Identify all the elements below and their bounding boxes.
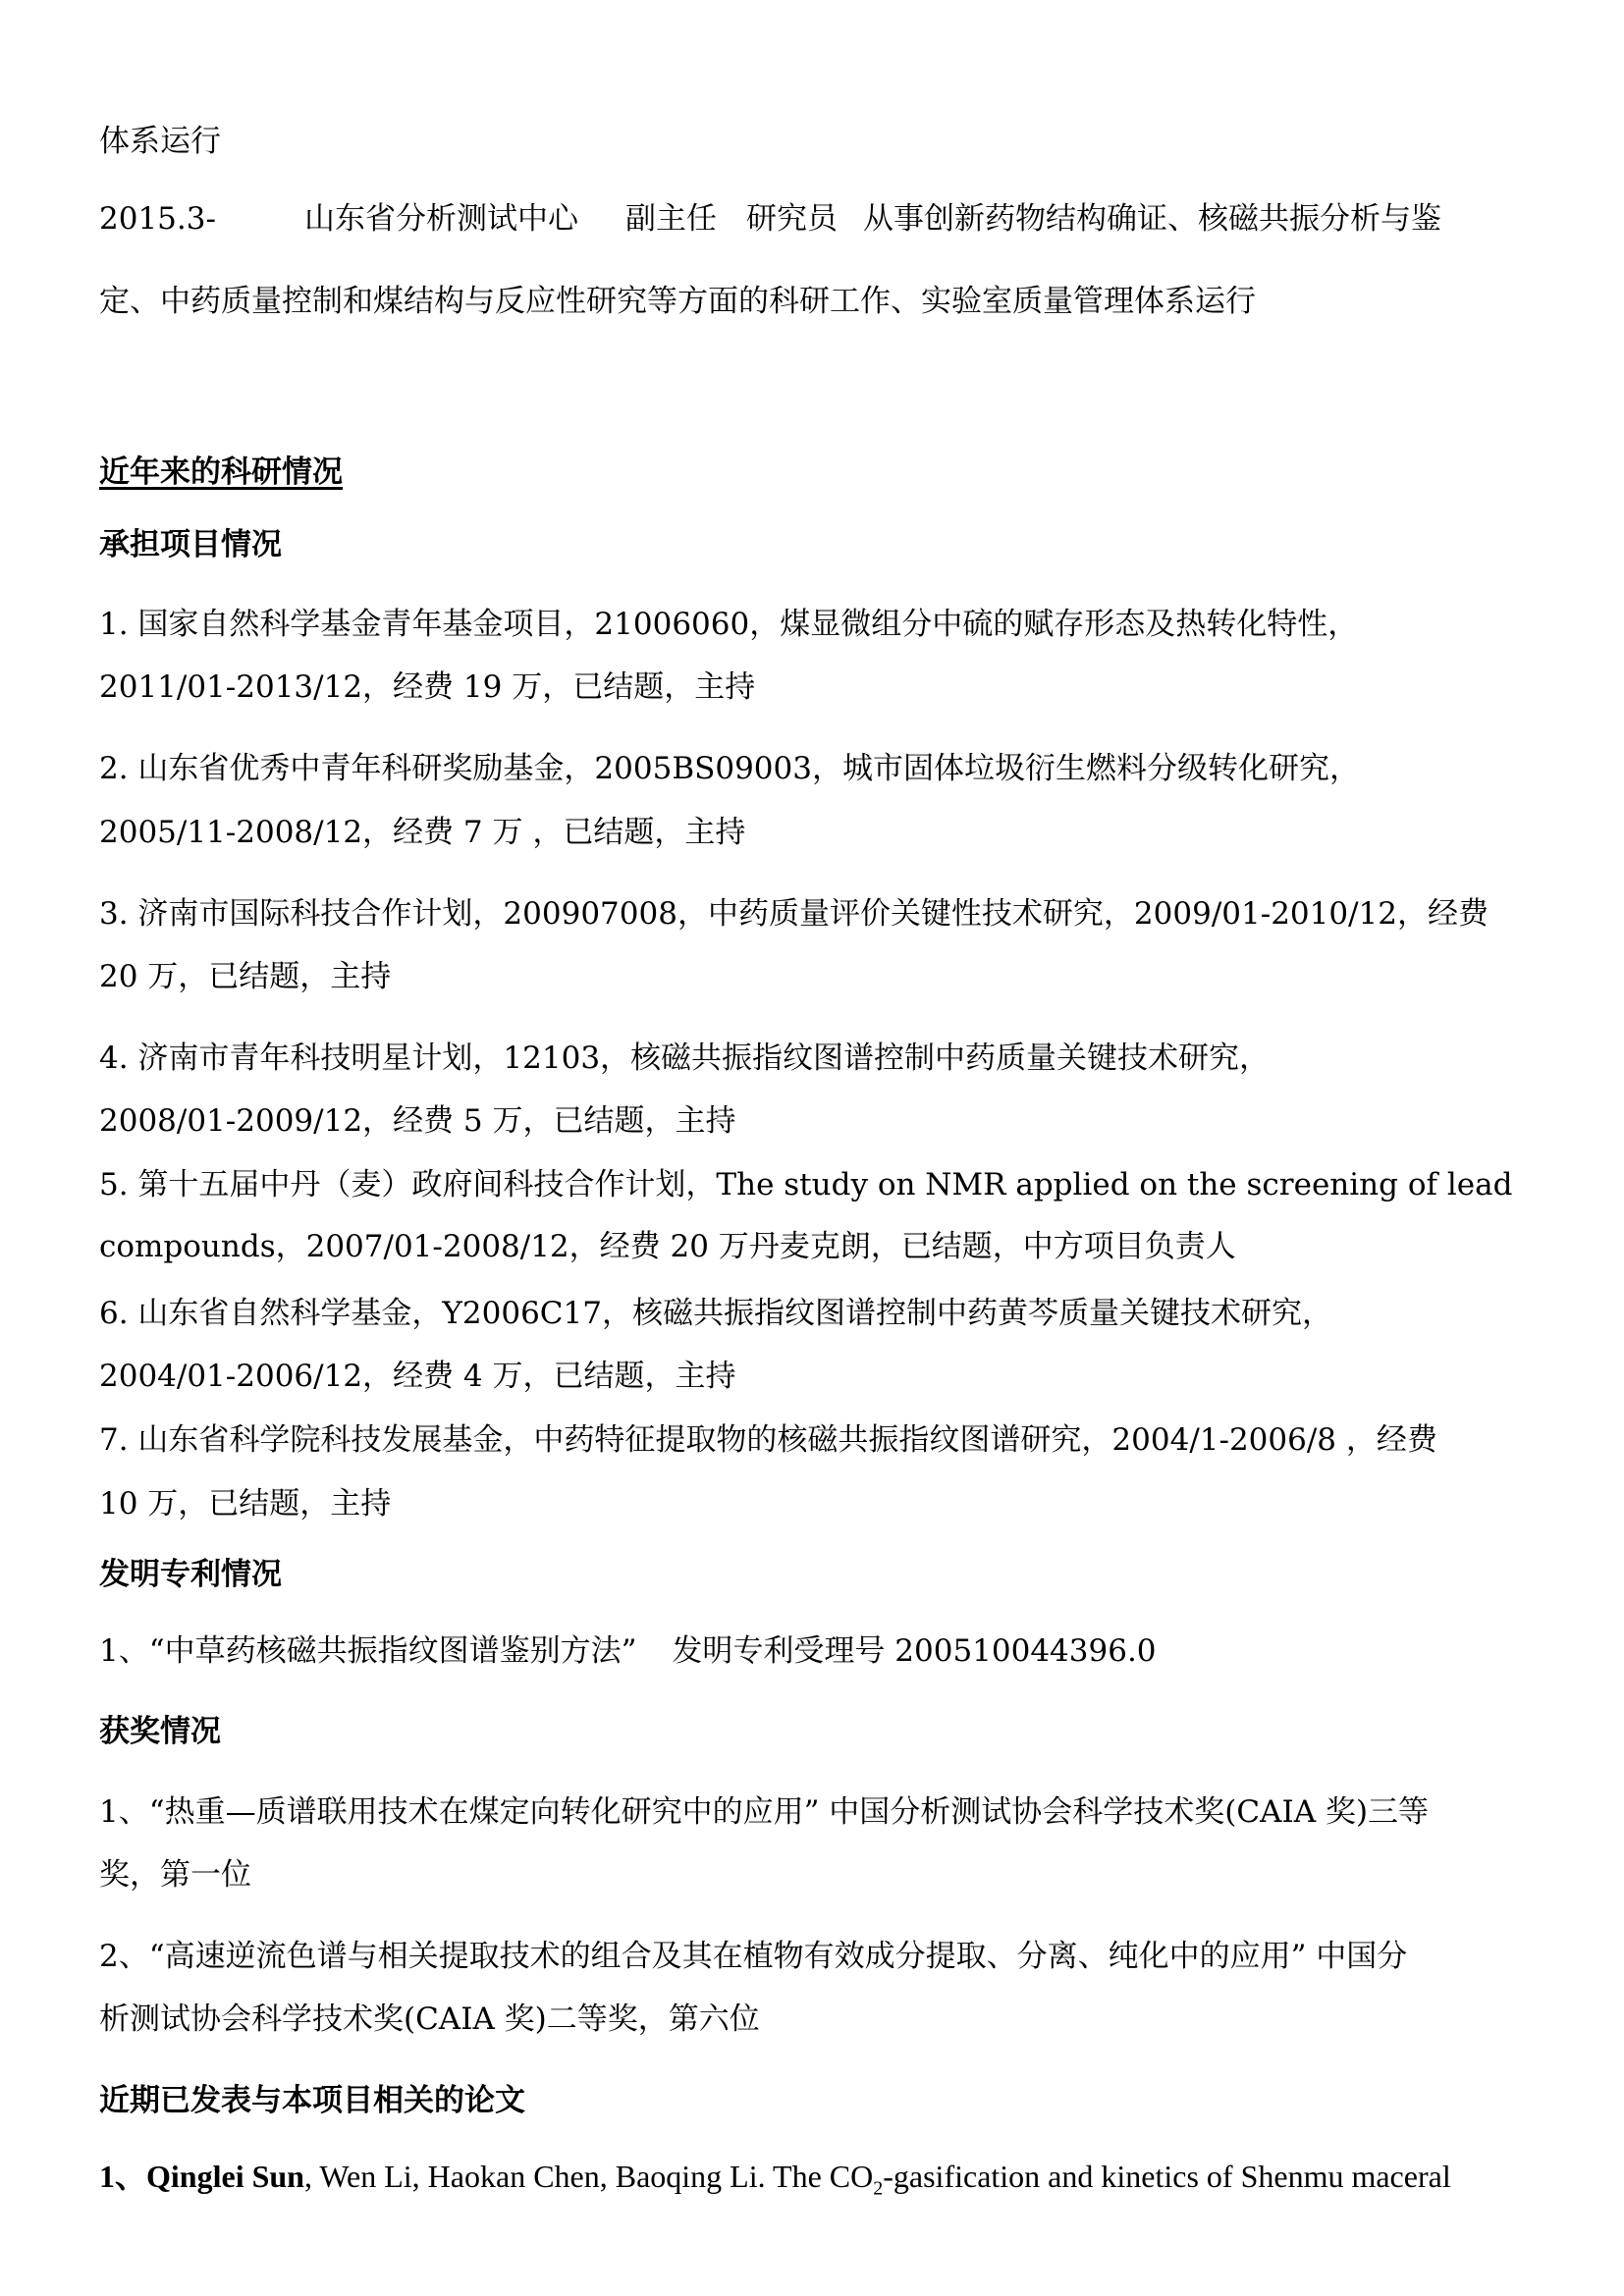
award-2-line-2: 析测试协会科学技术奖(CAIA 奖)二等奖，第六位 [99,2002,760,2037]
career-org: 山东省分析测试中心 [303,201,578,237]
paper-1 [99,2157,1543,2200]
papers-heading: 近期已发表与本项目相关的论文 [99,2083,525,2118]
section-title-research: 近年来的科研情况 [99,454,343,490]
award-1-line-1: 1、“热重—质谱联用技术在煤定向转化研究中的应用” 中国分析测试协会科学技术奖(CAIA 奖)三等 [99,1794,1430,1830]
award-1-line-2: 奖，第一位 [99,1857,251,1893]
paper-1-number: 1、 [99,2159,147,2194]
career-desc-start: 从事创新药物结构确证、核磁共振分析与鉴 [862,201,1441,237]
project-3-line-1: 3. 济南市国际科技合作计划，200907008，中药质量评价关键性技术研究，2009/01-2010/12，经费 [99,896,1489,932]
project-6-line-1: 6. 山东省自然科学基金，Y2006C17，核磁共振指纹图谱控制中药黄芩质量关键技术研究， [99,1296,1332,1331]
project-6-line-2: 2004/01-2006/12，经费 4 万，已结题，主持 [99,1359,736,1394]
projects-heading: 承担项目情况 [99,527,282,562]
project-2-line-2: 2005/11-2008/12，经费 7 万 ，已结题，主持 [99,815,746,850]
project-5-line-2: compounds，2007/01-2008/12，经费 20 万丹麦克朗，已结题，中方项目负责人 [99,1229,1236,1264]
career-entry-2015 [99,199,1543,239]
award-2-line-1: 2、“高速逆流色谱与相关提取技术的组合及其在植物有效成分提取、分离、纯化中的应用” 中国分 [99,1939,1408,1974]
project-4-line-2: 2008/01-2009/12，经费 5 万，已结题，主持 [99,1103,736,1139]
awards-heading: 获奖情况 [99,1714,221,1749]
paper-1-title-rest: -gasification and kinetics of Shenmu maceral [883,2159,1451,2194]
project-2-line-1: 2. 山东省优秀中青年科研奖励基金，2005BS09003，城市固体垃圾衍生燃料分级转化研究， [99,751,1360,786]
project-1-line-2: 2011/01-2013/12，经费 19 万，已结题，主持 [99,669,756,705]
paper-1-first-author: Qinglei Sun [146,2159,304,2194]
patent-1 [99,1631,1543,1671]
paper-1-subscript: 2 [873,2177,884,2200]
project-1-text: 1. 国家自然科学基金青年基金项目，21006060，煤显微组分中硫的赋存形态及热转化特性， [99,607,1359,642]
patents-heading: 发明专利情况 [99,1557,282,1592]
career-date: 2015.3- [99,201,216,237]
career-title-researcher: 研究员 [745,201,838,237]
project-4-line-1: 4. 济南市青年科技明星计划，12103，核磁共振指纹图谱控制中药质量关键技术研究， [99,1041,1271,1076]
project-3-line-2: 20 万，已结题，主持 [99,959,392,994]
career-title-deputy: 副主任 [624,201,717,237]
project-7-line-1: 7. 山东省科学院科技发展基金，中药特征提取物的核磁共振指纹图谱研究，2004/1-2006/8 ，经费 [99,1422,1437,1458]
career-desc-continuation: 定、中药质量控制和煤结构与反应性研究等方面的科研工作、实验室质量管理体系运行 [99,284,1256,319]
paper-1-authors-title: , Wen Li, Haokan Chen, Baoqing Li. The CO [303,2159,874,2194]
project-7-line-2: 10 万，已结题，主持 [99,1486,392,1522]
patent-1-name: 1、“中草药核磁共振指纹图谱鉴别方法” [99,1633,637,1669]
project-5-line-1: 5. 第十五届中丹（麦）政府间科技合作计划，The study on NMR applied on the screening of lead [99,1167,1513,1202]
patent-1-number: 发明专利受理号 200510044396.0 [672,1633,1157,1669]
project-1-line-1 [99,605,1543,644]
career-line-continuation: 体系运行 [99,124,221,159]
